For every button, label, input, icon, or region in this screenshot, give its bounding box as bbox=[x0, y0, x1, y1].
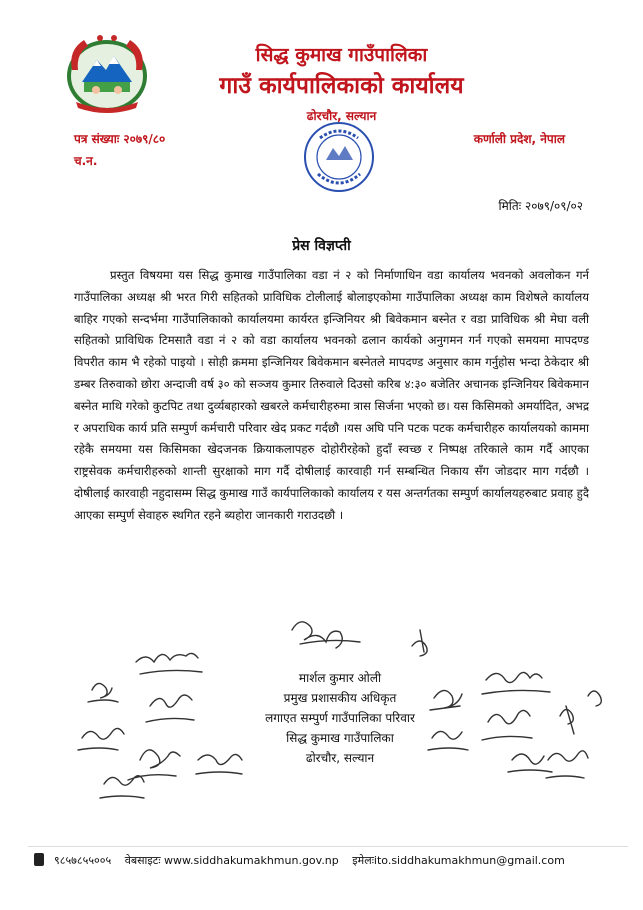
footer-website[interactable]: वेबसाइटः www.siddhakumakhmun.gov.np bbox=[124, 854, 339, 867]
press-release-body: प्रस्तुत विषयमा यस सिद्ध कुमाख गाउँपालिका वडा नं २ को निर्माणाधिन वडा कार्यालय भवनको अवलोकन गर्न गाउँपालिका अध्यक्ष श्री भरत गिरी सहितको प्राविधिक टोलीलाई बोलाइएकोमा गाउँपालिका अध्यक्ष काम विशेषले कार्यालय बाहिर गएको सन्दर्भमा गाउँपालिकाको कार्यालयमा कार्यरत इन्जिनियर श्री बिवेकमान बस्नेत र वडा प्राविधिक श्री मेघा वली सहितको प्राविधिक टिमसातै वडा नं २ को वडा कार्यालय भवनको ढलान कार्यको अनुगमन गर्न गएको समयमा मापदण्ड विपरीत काम भै रहेको पाइयो । सोही क्रममा इन्जिनियर बिवेकमान बस्नेतले मापदण्ड अनुसार काम गर्नुहोस भन्दा ठेकेदार श्री डम्बर तिरुवाको छोरा अन्दाजी वर्ष ३० को सञ्जय कुमार तिरुवाले दिउसो करिब ४:३० बजेतिर अचानक इन्जिनियर बिवेकमान बस्नेत माथि गरेको कुटपिट तथा दुर्व्यबहारको खबरले कर्मचारीहरुमा त्रास सिर्जना भएको छ। यस किसिमको अमर्यादित, अभद्र र अपराधिक कार्य प्रति सम्पुर्ण कर्मचारी परिवार खेद प्रकट गर्दछौ ।यस अघि पनि पटक पटक कर्मचारीहरु कार्यालयको काममा रहेकै समयमा यस किसिमका खेदजनक क्रियाकलापहरु दोहोरीरहेको हुदाँ स्वच्छ र निष्पक्ष तरिकाले काम गर्दै आएका राष्ट्रसेवक कर्मचारीहरुको शान्ती सुरक्षाको माग गर्दै दोषीलाई कारवाही गर्न सम्बन्धित निकाय सँग जोडदार माग गर्दछौ । दोषीलाई कारवाही नहुदासम्म सिद्ध कुमाख गाउँ कार्यपालिकाको कार्यालय र यस अन्तर्गतका सम्पुर्ण कार्यालयहरुबाट प्रवाह हुदै आएका सम्पुर्ण सेवाहरु स्थगित रहने ब्यहोरा जानकारी गराउदछौ । bbox=[74, 268, 589, 522]
municipality-name: सिद्ध कुमाख गाउँपालिका bbox=[255, 44, 428, 66]
signatory-block bbox=[250, 668, 430, 768]
signatory-organization: सिद्ध कुमाख गाउँपालिका bbox=[286, 731, 394, 745]
signatory-name: मार्शल कुमार ओली bbox=[298, 671, 382, 685]
office-seal-stamp bbox=[300, 118, 378, 196]
signatory-group: लगाएत सम्पुर्ण गाउँपालिका परिवार bbox=[265, 711, 415, 725]
footer bbox=[34, 853, 634, 868]
issue-date: मितिः २०७९/०९/०२ bbox=[498, 199, 583, 213]
dispatch-number: च.न. bbox=[74, 154, 98, 168]
footer-email[interactable]: इमेलःito.siddhakumakhmun@gmail.com bbox=[352, 854, 565, 867]
document-title: प्रेस विज्ञप्ती bbox=[292, 238, 351, 254]
office-name: गाउँ कार्यपालिकाको कार्यालय bbox=[219, 73, 464, 99]
office-address: ढोरचौर, सल्यान bbox=[306, 109, 377, 123]
footer-divider bbox=[28, 846, 628, 847]
signatory-place: ढोरचौर, सल्यान bbox=[305, 751, 375, 765]
province-name: कर्णाली प्रदेश, नेपाल bbox=[473, 132, 565, 146]
phone-icon bbox=[34, 853, 44, 866]
reference-number: पत्र संख्याः २०७९/८० bbox=[74, 132, 166, 146]
signatory-designation: प्रमुख प्रशासकीय अधिकृत bbox=[283, 691, 397, 705]
footer-phone: ९८५७८५५००५ bbox=[54, 854, 112, 867]
